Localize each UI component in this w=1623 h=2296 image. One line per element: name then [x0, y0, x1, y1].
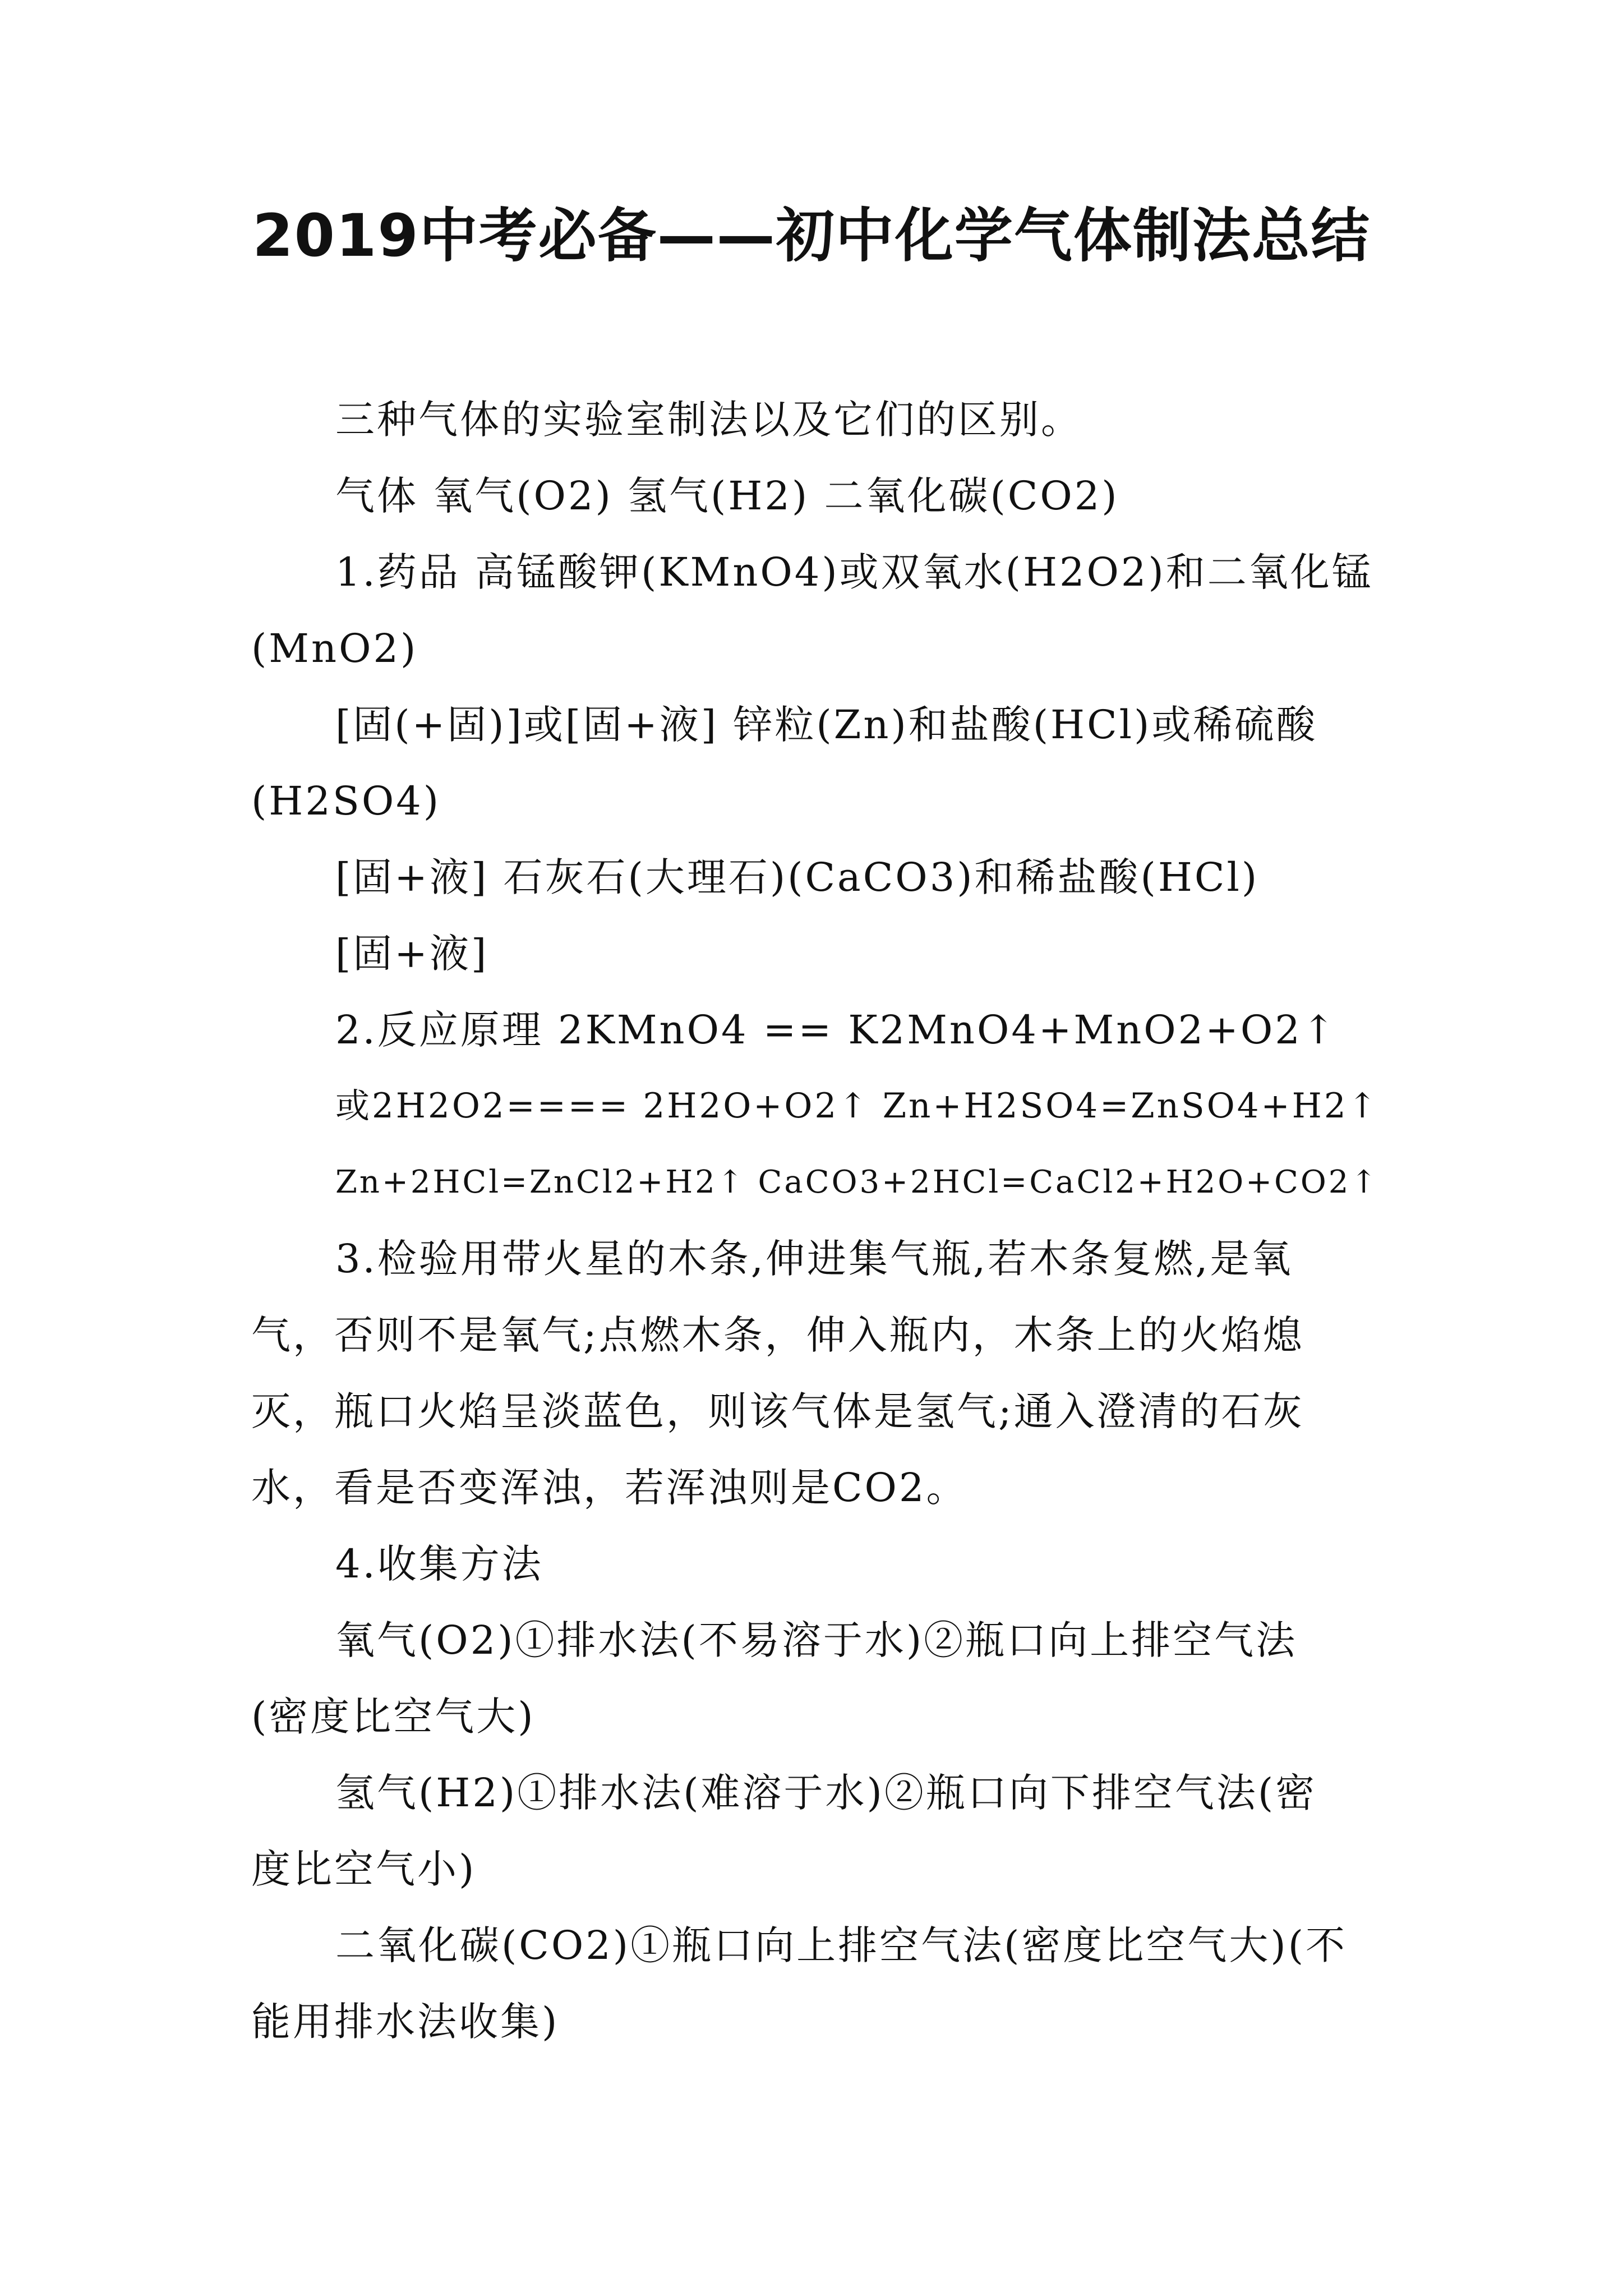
document-title: 2019中考必备——初中化学气体制法总结	[252, 201, 1371, 270]
text-line: [固+液]	[335, 931, 489, 977]
text-line: 氢气(H2)①排水法(难溶于水)②瓶口向下排空气法(密	[335, 1770, 1317, 1816]
text-line: (H2SO4)	[251, 778, 441, 824]
text-line: 二氧化碳(CO2)①瓶口向上排空气法(密度比空气大)(不	[335, 1922, 1348, 1968]
text-line: 3.检验用带火星的木条,伸进集气瓶,若木条复燃,是氧	[335, 1236, 1293, 1282]
text-line: (MnO2)	[251, 625, 418, 671]
text-line: 2.反应原理 2KMnO4 == K2MnO4+MnO2+O2↑	[335, 1007, 1338, 1053]
text-line: 1.药品 高锰酸钾(KMnO4)或双氧水(H2O2)和二氧化锰	[335, 549, 1373, 595]
text-line: [固+液] 石灰石(大理石)(CaCO3)和稀盐酸(HCl)	[335, 854, 1260, 900]
text-line: Zn+2HCl=ZnCl2+H2↑ CaCO3+2HCl=CaCl2+H2O+CO2↑	[335, 1164, 1380, 1200]
document-body	[251, 381, 1391, 2060]
text-line: 气体 氧气(O2) 氢气(H2) 二氧化碳(CO2)	[335, 473, 1119, 519]
text-line: 度比空气小)	[251, 1846, 477, 1892]
text-line: 氧气(O2)①排水法(不易溶于水)②瓶口向上排空气法	[335, 1617, 1298, 1663]
text-line: 气，否则不是氧气;点燃木条，伸入瓶内，木条上的火焰熄	[251, 1312, 1304, 1358]
text-line: [固(+固)]或[固+液] 锌粒(Zn)和盐酸(HCl)或稀硫酸	[335, 702, 1318, 748]
text-line: 三种气体的实验室制法以及它们的区别。	[335, 397, 1082, 443]
text-line: 4.收集方法	[335, 1541, 543, 1587]
text-line: 灭，瓶口火焰呈淡蓝色，则该气体是氢气;通入澄清的石灰	[251, 1388, 1304, 1434]
text-line: 或2H2O2==== 2H2O+O2↑ Zn+H2SO4=ZnSO4+H2↑	[335, 1086, 1379, 1126]
text-line: (密度比空气大)	[251, 1694, 536, 1740]
text-line: 水，看是否变浑浊，若浑浊则是CO2。	[251, 1465, 968, 1511]
text-line: 能用排水法收集)	[251, 1999, 560, 2045]
